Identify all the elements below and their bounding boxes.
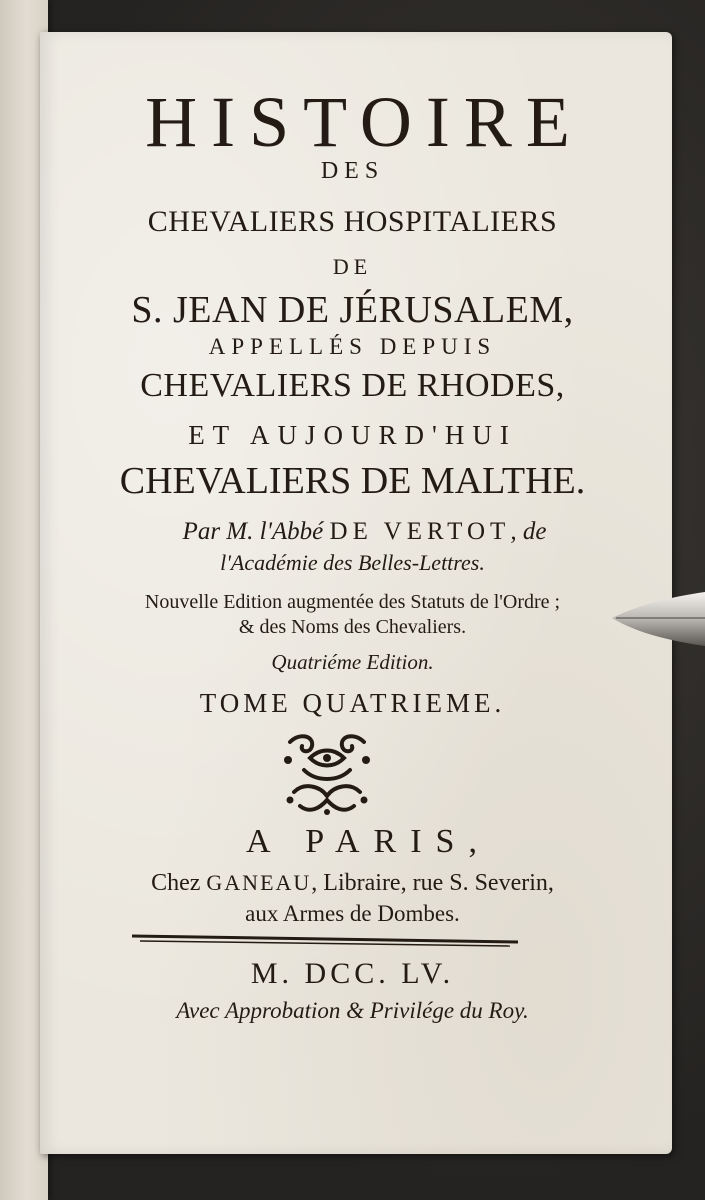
author-name: DE VERTOT [329,518,511,545]
subtitle-malthe: CHEVALIERS DE MALTHE. [119,460,586,502]
edition-line-1: Nouvelle Edition augmentée des Statuts de l'Ordre ; [144,591,561,613]
decorative-rule [130,930,520,950]
academie-line: l'Académie des Belles-Lettres. [220,550,485,575]
pen-nib-icon [612,588,705,650]
author-de: , de [510,518,547,545]
subtitle-appelles: APPELLÉS DEPUIS [208,334,497,359]
edition-line-2: & des Noms des Chevaliers. [238,616,467,638]
author-line [0,516,705,548]
publication-date: M. DCC. LV. [250,957,455,990]
volume-label: TOME QUATRIEME. [199,688,506,718]
subtitle-rhodes: CHEVALIERS DE RHODES, [140,367,565,404]
subtitle-hospitaliers: CHEVALIERS HOSPITALIERS [147,205,558,238]
author-par: Par M. l'Abbé [182,518,324,545]
printer-address: , Libraire, rue S. Severin, [311,870,554,896]
fleuron-ornament-icon [280,730,374,816]
subtitle-aujourdhui: ET AUJOURD'HUI [188,420,517,450]
imprint-city: A PARIS, [246,823,491,860]
privilege-line: Avec Approbation & Privilége du Roy. [176,998,529,1023]
book-title: HISTOIRE [145,82,584,162]
subtitle-jerusalem: S. JEAN DE JÉRUSALEM, [131,289,574,331]
imprint-printer [0,866,705,900]
imprint-chez: Chez [151,870,201,896]
printer-name: GANEAU [206,870,312,895]
imprint-sign: aux Armes de Dombes. [245,901,460,926]
edition-number: Quatriéme Edition. [271,650,434,674]
subtitle-de: DE [332,254,373,279]
subtitle-des: DES [320,158,385,184]
